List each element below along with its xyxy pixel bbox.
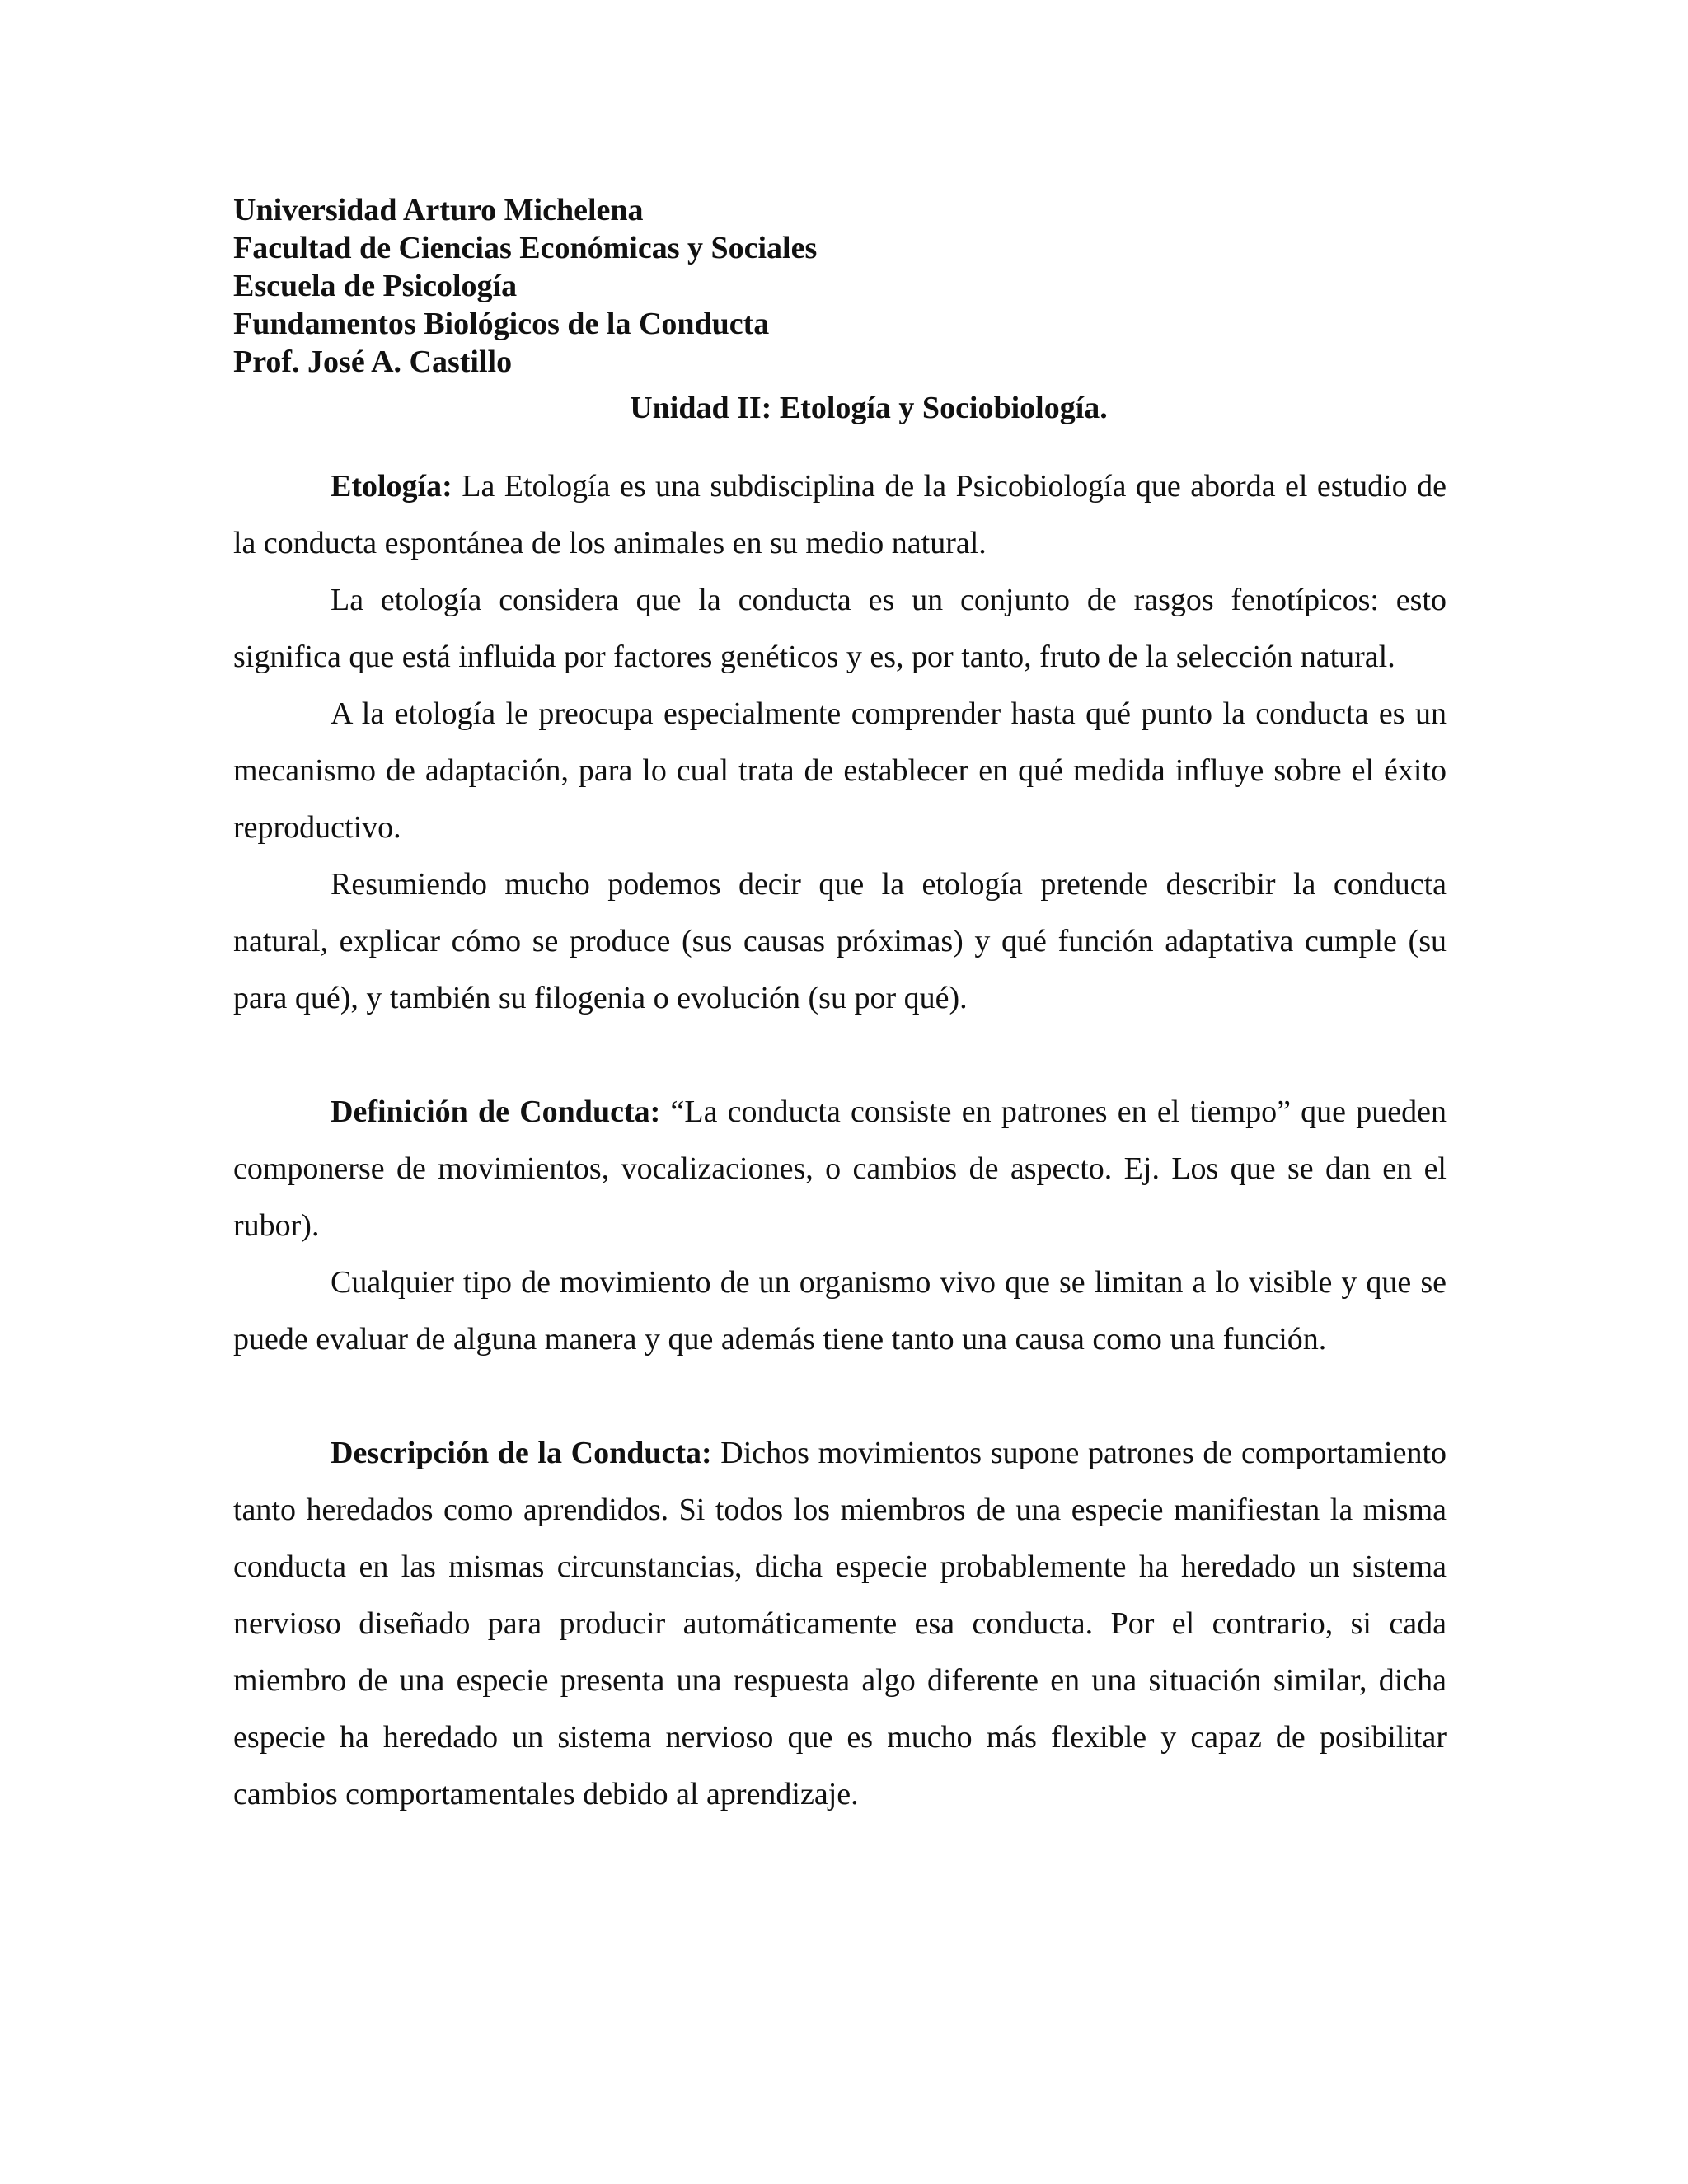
header-school: Escuela de Psicología	[233, 269, 518, 303]
section-intro-text: Dichos movimientos supone patrones de comportamiento tanto heredados como aprendidos. Si todos los miembros de una especie manifiestan la misma conducta en las mismas circunstancias, dicha especie probablemente ha heredado un sistema nervioso diseñado para producir automáticamente esa conducta. Por el contrario, si cada miembro de una especie presenta una respuesta algo diferente en una situación similar, dicha especie ha heredado un sistema nervioso que es mucho más flexible y capaz de posibilitar cambios comportamentales debido al aprendizaje.	[233, 1436, 1447, 1811]
header-faculty: Facultad de Ciencias Económicas y Sociales	[233, 231, 818, 265]
header-course: Fundamentos Biológicos de la Conducta	[233, 307, 770, 341]
section-spacer	[233, 1027, 1447, 1084]
section-term: Etología:	[331, 469, 452, 504]
body-paragraph: A la etología le preocupa especialmente comprender hasta qué punto la conducta es un mecanismo de adaptación, para lo cual trata de establecer en qué medida influye sobre el éxito reproductivo.	[233, 696, 1447, 845]
unit-title: Unidad II: Etología y Sociobiología.	[630, 391, 1108, 425]
section-descripcion	[233, 1425, 1447, 1823]
section-intro-text: La Etología es una subdisciplina de la Psicobiología que aborda el estudio de la conducta espontánea de los animales en su medio natural.	[233, 469, 1447, 560]
section-intro-paragraph	[233, 1425, 1447, 1823]
header-university: Universidad Arturo Michelena	[233, 193, 644, 227]
body-paragraph: Cualquier tipo de movimiento de un organismo vivo que se limitan a lo visible y que se puede evaluar de alguna manera y que además tiene tanto una causa como una función.	[233, 1265, 1447, 1357]
section-etologia	[233, 458, 1447, 1027]
section-term: Descripción de la Conducta:	[331, 1436, 712, 1470]
header-professor: Prof. José A. Castillo	[233, 344, 513, 379]
section-intro-paragraph	[233, 1084, 1447, 1254]
body-paragraph: La etología considera que la conducta es un conjunto de rasgos fenotípicos: esto significa que está influida por factores genéticos y es, por tanto, fruto de la selección natural.	[233, 583, 1447, 674]
document-header	[233, 191, 1447, 381]
section-intro-text: “La conducta consiste en patrones en el tiempo” que pueden componerse de movimientos, vocalizaciones, o cambios de aspecto. Ej. Los que se dan en el rubor).	[233, 1094, 1447, 1243]
body-paragraph: Resumiendo mucho podemos decir que la etología pretende describir la conducta natural, explicar cómo se produce (sus causas próximas) y qué función adaptativa cumple (su para qué), y también su filogenia o evolución (su por qué).	[233, 867, 1447, 1015]
section-intro-paragraph	[233, 458, 1447, 572]
section-definicion	[233, 1084, 1447, 1368]
section-term: Definición de Conducta:	[331, 1094, 661, 1129]
document-content	[233, 191, 1447, 1823]
section-spacer	[233, 1368, 1447, 1425]
